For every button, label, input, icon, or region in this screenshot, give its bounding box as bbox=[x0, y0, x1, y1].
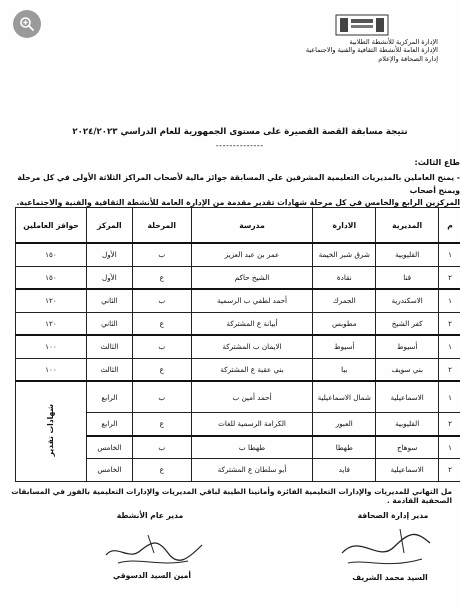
cell-stage: ع bbox=[132, 358, 191, 381]
cell-administration: شرق شبر الخيمة bbox=[313, 243, 376, 266]
col-header-stage: المرحلة bbox=[132, 208, 191, 244]
cell-school: طهطا ب bbox=[191, 436, 313, 459]
cell-rank: الخامس bbox=[86, 436, 132, 459]
description-line: المركزين الرابع والخامس في كل مرحلة شهادات تقدير مقدمة من الإدارة العامة للأنشطة الثقافية والفنية والاجتماعية. bbox=[16, 198, 460, 207]
right-signature bbox=[330, 523, 440, 573]
cell-rank: الثاني bbox=[86, 289, 132, 312]
cell-directorate: القليوبية bbox=[376, 413, 439, 436]
results-table bbox=[15, 207, 460, 482]
table-row bbox=[16, 243, 460, 266]
cell-school: الكرامة الرسمية للغات bbox=[191, 413, 313, 436]
cell-number: ١ bbox=[439, 436, 460, 459]
page-title: نتيجة مسابقة القصة القصيرة على مستوى الجمهورية للعام الدراسي ٢٠٢٤/٢٠٢٣ bbox=[72, 127, 408, 137]
cell-school: عمر بن عبد العزيز bbox=[191, 243, 313, 266]
cell-school: أحمد أمين ب bbox=[191, 381, 313, 413]
section-label: طاع الثالث: bbox=[414, 158, 460, 167]
cell-rank: الثالث bbox=[86, 335, 132, 358]
cell-stage: ع bbox=[132, 266, 191, 289]
cell-school: أبيانة ع المشتركة bbox=[191, 312, 313, 335]
cell-school: الشيخ حاكم bbox=[191, 266, 313, 289]
cell-directorate: الاسماعيلية bbox=[376, 381, 439, 413]
zoom-in-button[interactable] bbox=[13, 10, 41, 38]
cell-number: ٢ bbox=[439, 459, 460, 482]
cell-stage: ب bbox=[132, 243, 191, 266]
cell-administration: نقادة bbox=[313, 266, 376, 289]
cell-administration: ببا bbox=[313, 358, 376, 381]
cell-number: ٢ bbox=[439, 413, 460, 436]
cell-rank: الثالث bbox=[86, 358, 132, 381]
cell-rank: الخامس bbox=[86, 459, 132, 482]
cell-rank: الرابع bbox=[86, 381, 132, 413]
cell-administration: الجمرك bbox=[313, 289, 376, 312]
cell-administration: العبور bbox=[313, 413, 376, 436]
cell-reward: ١٢٠ bbox=[16, 312, 87, 335]
cell-number: ١ bbox=[439, 243, 460, 266]
cell-reward: ١٥٠ bbox=[16, 266, 87, 289]
cell-directorate: كفر الشيخ bbox=[376, 312, 439, 335]
table-row bbox=[16, 266, 460, 289]
cell-stage: ع bbox=[132, 459, 191, 482]
cell-number: ٢ bbox=[439, 266, 460, 289]
description bbox=[5, 172, 460, 210]
left-signatory-name: أمين السيد الدسوقي bbox=[113, 571, 191, 580]
col-header-rank: المركز bbox=[86, 208, 132, 244]
cell-rank: الأول bbox=[86, 266, 132, 289]
left-signatory-title: مدير عام الأنشطة bbox=[116, 511, 184, 520]
header-line: إدارة الصحافة والإعلام bbox=[378, 54, 438, 63]
header-line: الإدارة المركزية للأنشطة الطلابية bbox=[349, 38, 438, 46]
cell-directorate: أسيوط bbox=[376, 335, 439, 358]
cell-directorate: سوهاج bbox=[376, 436, 439, 459]
cell-number: ١ bbox=[439, 381, 460, 413]
col-header-administration: الادارة bbox=[313, 208, 376, 244]
cell-stage: ع bbox=[132, 413, 191, 436]
ministry-logo bbox=[326, 12, 398, 38]
cell-directorate: قنا bbox=[376, 266, 439, 289]
left-signature bbox=[98, 523, 208, 571]
cell-administration: شمال الاسماعيلية bbox=[313, 381, 376, 413]
cell-reward: ١٠٠ bbox=[16, 335, 87, 358]
col-header-directorate: المديرية bbox=[376, 208, 439, 244]
cell-directorate: بني سويف bbox=[376, 358, 439, 381]
certificates-cell bbox=[16, 381, 87, 481]
table-row bbox=[16, 358, 460, 381]
table-row bbox=[16, 335, 460, 358]
cell-rank: الرابع bbox=[86, 413, 132, 436]
col-header-school: مدرسة bbox=[191, 208, 313, 244]
cell-school: أبو سلطان ع المشتركة bbox=[191, 459, 313, 482]
cell-stage: ب bbox=[132, 289, 191, 312]
cell-stage: ب bbox=[132, 436, 191, 459]
cell-school: بني عقبة ع المشتركة bbox=[191, 358, 313, 381]
cell-directorate: الاسماعيلية bbox=[376, 459, 439, 482]
cell-directorate: القليوبية bbox=[376, 243, 439, 266]
cell-rank: الثاني bbox=[86, 312, 132, 335]
col-header-staff-reward: حوافز العاملين bbox=[16, 208, 87, 244]
cell-stage: ب bbox=[132, 335, 191, 358]
cell-administration: طهطا bbox=[313, 436, 376, 459]
cell-reward: ١٠٠ bbox=[16, 358, 87, 381]
cell-rank: الأول bbox=[86, 243, 132, 266]
cell-stage: ب bbox=[132, 381, 191, 413]
cell-school: أحمد لطفي ب الرسمية bbox=[191, 289, 313, 312]
cell-administration: أسيوط bbox=[313, 335, 376, 358]
certificates-label: شهادات تقدير bbox=[46, 404, 56, 457]
cell-number: ١ bbox=[439, 289, 460, 312]
cell-administration: مطوبس bbox=[313, 312, 376, 335]
congratulations-note: مل التهاني للمديريات والإدارات التعليمية الفائزة وأمانينا الطيبة لباقي المديريات والإدارات التعليمية بالفوز في المسابقات الصحفية القادمة . bbox=[11, 487, 452, 505]
header-line: الإدارة العامة للأنشطة الثقافية والفنية والاجتماعية bbox=[305, 46, 438, 55]
cell-reward: ١٥٠ bbox=[16, 243, 87, 266]
table-header-row bbox=[16, 208, 460, 244]
cell-reward: ١٢٠ bbox=[16, 289, 87, 312]
title-divider: - - - - - - - - - - - - - - bbox=[215, 141, 263, 150]
cell-school: الايمان ب المشتركة bbox=[191, 335, 313, 358]
cell-number: ١ bbox=[439, 335, 460, 358]
col-header-number: م bbox=[439, 208, 460, 244]
cell-stage: ع bbox=[132, 312, 191, 335]
right-signatory-title: مدير إدارة الصحافة bbox=[357, 511, 429, 520]
issuer-header bbox=[263, 38, 438, 63]
table-row bbox=[16, 289, 460, 312]
description-line: - يمنح العاملين بالمديريات التعليمية المشرفين علي المسابقة جوائز مالية لأصحاب المراكز الثلاثة الأولى في كل مرحلة ويمنح أصحاب bbox=[17, 173, 460, 195]
cell-number: ٢ bbox=[439, 358, 460, 381]
cell-directorate: الاسكندرية bbox=[376, 289, 439, 312]
zoom-in-icon bbox=[19, 16, 35, 32]
right-signatory-name: السيد محمد الشريف bbox=[352, 573, 428, 582]
table-row bbox=[16, 381, 460, 413]
table-row bbox=[16, 312, 460, 335]
cell-administration: فايد bbox=[313, 459, 376, 482]
cell-number: ٢ bbox=[439, 312, 460, 335]
